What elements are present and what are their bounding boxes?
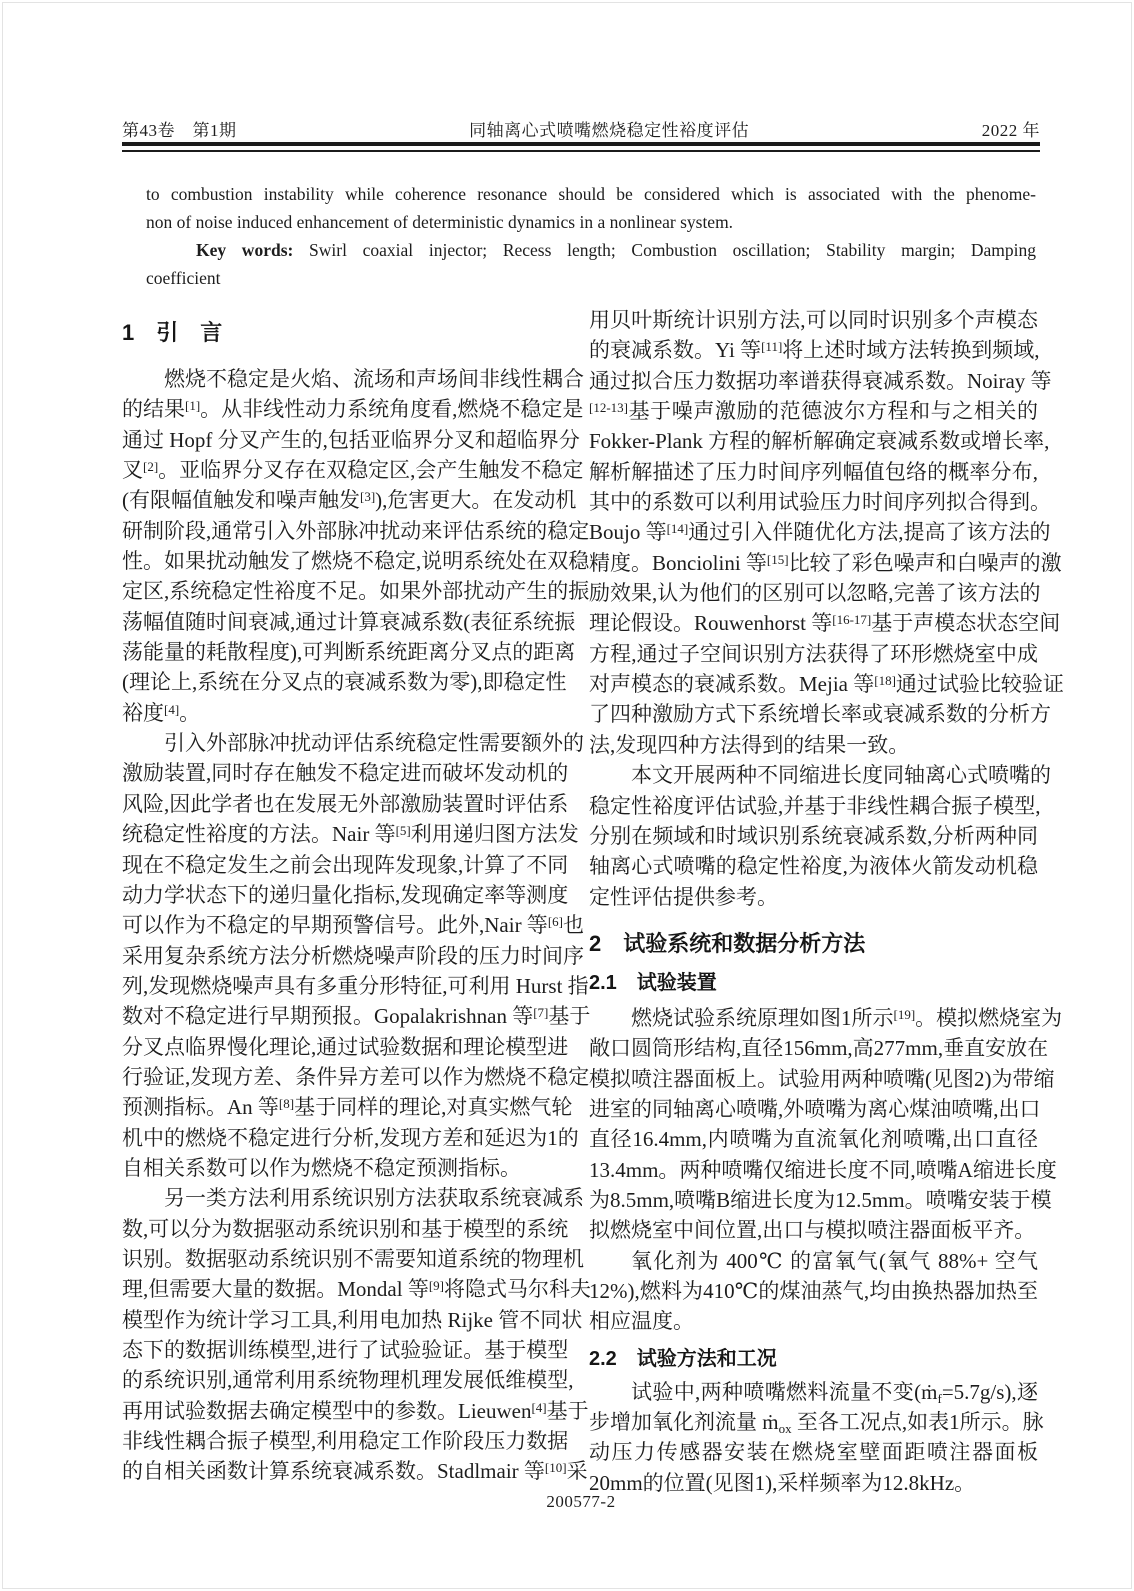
body-text-line: 动力学状态下的递归量化指标,发现确定率等测度 xyxy=(122,882,569,907)
body-text-line: 12%),燃料为410℃的煤油蒸气,均由换热器加热至 xyxy=(589,1278,1038,1303)
body-text-line: 本文开展两种不同缩进长度同轴离心式喷嘴的 xyxy=(631,763,1051,788)
body-text-line: 另一类方法利用系统识别方法获取系统衰减系 xyxy=(164,1186,584,1211)
reference-superscript: [16-17] xyxy=(832,612,872,628)
body-text-line: 通过 Hopf 分叉产生的,包括亚临界分叉和超临界分 xyxy=(122,427,580,452)
body-text-line: 进室的同轴离心喷嘴,外喷嘴为离心煤油喷嘴,出口 xyxy=(589,1096,1041,1121)
header-double-rule xyxy=(122,142,1040,152)
body-text-line: 采用复杂系统方法分析燃烧噪声阶段的压力时间序 xyxy=(122,943,584,968)
body-text-line: 研制阶段,通常引入外部脉冲扰动来评估系统的稳定 xyxy=(122,518,590,543)
body-text-line: 的自相关函数计算系统衰减系数。Stadlmair 等[10]采 xyxy=(122,1459,588,1484)
volume-issue: 第43卷 第1期 xyxy=(122,121,237,140)
body-text-line: Fokker-Plank 方程的解析解确定衰减系数或增长率, xyxy=(589,429,1050,454)
reference-superscript: [2] xyxy=(143,459,159,475)
left-column xyxy=(122,318,591,1487)
body-text-line: 法,发现四种方法得到的结果一致。 xyxy=(589,732,910,757)
body-text-line: 励效果,认为他们的区别可以忽略,完善了该方法的 xyxy=(589,581,1041,606)
abstract-block xyxy=(146,180,1036,292)
body-text-line: 相应温度。 xyxy=(589,1309,694,1334)
body-text-line: 燃烧试验系统原理如图1所示[19]。模拟燃烧室为 xyxy=(631,1005,1063,1030)
body-text-line: 方程,通过子空间识别方法获得了环形燃烧室中成 xyxy=(589,641,1038,666)
body-text-line: 理论假设。Rouwenhorst 等[16-17]基于声模态状态空间 xyxy=(589,611,1061,636)
body-text-line: 试验中,两种喷嘴燃料流量不变(ṁ$_f$=5.7g/s),逐 xyxy=(631,1379,1039,1406)
body-text-line: 定区,系统稳定性裕度不足。如果外部扰动产生的振 xyxy=(122,579,590,604)
body-text-line: 非线性耦合振子模型,利用稳定工作阶段压力数据 xyxy=(122,1429,569,1454)
body-text-line: 用贝叶斯统计识别方法,可以同时识别多个声模态 xyxy=(589,308,1038,332)
body-text-line: 数,可以分为数据驱动系统识别和基于模型的系统 xyxy=(122,1216,569,1241)
subscript: ox xyxy=(778,1421,792,1436)
body-text-line: Boujo 等[14]通过引入伴随优化方法,提高了该方法的 xyxy=(589,520,1051,545)
body-text-line: 行验证,发现方差、条件异方差可以作为燃烧不稳定 xyxy=(122,1064,590,1089)
body-text-line: 定性评估提供参考。 xyxy=(589,884,778,909)
keywords-overflow-line: coefficient xyxy=(146,268,221,288)
subscript: f xyxy=(937,1390,942,1406)
body-text-line: 现在不稳定发生之前会出现阵发现象,计算了不同 xyxy=(122,852,569,877)
reference-superscript: [1] xyxy=(185,398,201,414)
body-text-line: 分别在频域和时域识别系统衰减系数,分析两种同 xyxy=(589,823,1038,848)
body-text-line: 稳定性裕度评估试验,并基于非线性耦合振子模型, xyxy=(589,793,1041,818)
body-text-line: 直径16.4mm,内喷嘴为直流氧化剂喷嘴,出口直径 xyxy=(589,1127,1038,1152)
body-text-line: 为8.5mm,喷嘴B缩进长度为12.5mm。喷嘴安装于模 xyxy=(589,1187,1052,1212)
body-text-line: 13.4mm。两种喷嘴仅缩进长度不同,喷嘴A缩进长度 xyxy=(589,1157,1057,1182)
body-text-line: 燃烧不稳定是火焰、流场和声场间非线性耦合 xyxy=(164,367,584,391)
body-text-line: 模拟喷注器面板上。试验用两种喷嘴(见图2)为带缩 xyxy=(589,1066,1055,1091)
section-heading: 2 试验系统和数据分析方法 xyxy=(589,930,866,956)
reference-superscript: [7] xyxy=(533,1005,549,1021)
reference-superscript: [14] xyxy=(666,521,689,537)
body-text-line: 通过拟合压力数据功率谱获得衰减系数。Noiray 等 xyxy=(589,368,1052,393)
body-text-line: 其中的系数可以利用试验压力时间序列拟合得到。 xyxy=(589,490,1051,515)
keywords-text: Swirl coaxial injector; Recess length; Combustion oscillation; Stability margin; Damping xyxy=(309,240,1037,260)
body-text-line: 风险,因此学者也在发展无外部激励装置时评估系 xyxy=(122,791,569,816)
subsection-heading: 2.1 试验装置 xyxy=(589,971,717,994)
body-text-line: 裕度[4]。 xyxy=(122,700,201,725)
section-heading: 1 引 言 xyxy=(122,320,223,345)
body-text-line: 荡幅值随时间衰减,通过计算衰减系数(表征系统振 xyxy=(122,609,576,634)
body-text-line: 解析解描述了压力时间序列幅值包络的概率分布, xyxy=(589,459,1038,484)
body-text-line: 分叉点临界慢化理论,通过试验数据和理论模型进 xyxy=(122,1034,569,1059)
reference-superscript: [11] xyxy=(761,339,783,355)
body-text-line: 模型作为统计学习工具,利用电加热 Rijke 管不同状 xyxy=(122,1307,583,1332)
keywords-label: Key words: xyxy=(196,240,294,260)
body-text-line: 动压力传感器安装在燃烧室壁面距喷注器面板 xyxy=(589,1440,1038,1465)
body-text-line: [12-13]基于噪声激励的范德波尔方程和与之相关的 xyxy=(589,399,1038,424)
body-text-line: (理论上,系统在分叉点的衰减系数为零),即稳定性 xyxy=(122,670,567,695)
body-text-line: 步增加氧化剂流量 ṁ$_{ox}$ 至各工况点,如表1所示。脉 xyxy=(589,1410,1044,1436)
body-text-line: 再用试验数据去确定模型中的参数。Lieuwen[4]基于 xyxy=(122,1398,589,1423)
reference-superscript: [15] xyxy=(766,551,789,567)
running-title: 同轴离心式喷嘴燃烧稳定性裕度评估 xyxy=(469,121,750,140)
body-text-line: 列,发现燃烧噪声具有多重分形特征,可利用 Hurst 指 xyxy=(122,973,589,998)
body-text-line: (有限幅值触发和噪声触发[3]),危害更大。在发动机 xyxy=(122,488,577,513)
reference-superscript: [10] xyxy=(544,1460,567,1476)
body-text-line: 识别。数据驱动系统识别不需要知道系统的物理机 xyxy=(122,1246,584,1271)
body-text-line: 叉[2]。亚临界分叉存在双稳定区,会产生触发不稳定 xyxy=(122,458,584,483)
keywords-line xyxy=(146,236,1036,264)
body-text-line: 机中的燃烧不稳定进行分析,发现方差和延迟为1的 xyxy=(122,1125,579,1150)
body-text-line: 敞口圆筒形结构,直径156mm,高277mm,垂直安放在 xyxy=(589,1036,1049,1061)
body-text-line: 统稳定性裕度的方法。Nair 等[5]利用递归图方法发 xyxy=(122,822,579,847)
reference-superscript: [5] xyxy=(395,823,411,839)
right-column xyxy=(589,305,1064,1498)
journal-header xyxy=(122,116,1040,141)
body-text-line: 理,但需要大量的数据。Mondal 等[9]将隐式马尔科夫 xyxy=(122,1277,591,1302)
year: 2022 年 xyxy=(981,121,1040,140)
body-text-line: 轴离心式喷嘴的稳定性裕度,为液体火箭发动机稳 xyxy=(589,854,1038,879)
reference-superscript: [18] xyxy=(874,673,896,689)
subsection-heading: 2.2 试验方法和工况 xyxy=(589,1347,777,1370)
body-text-line: 数对不稳定进行早期预报。Gopalakrishnan 等[7]基于 xyxy=(122,1004,591,1029)
body-text-line: 荡能量的耗散程度),可判断系统距离分叉点的距离 xyxy=(122,640,576,665)
body-text-line: 精度。Bonciolini 等[15]比较了彩色噪声和白噪声的激 xyxy=(589,550,1062,575)
page-footer: 200577-2 xyxy=(546,1492,616,1511)
body-text-line: 20mm的位置(见图1),采样频率为12.8kHz。 xyxy=(589,1470,976,1495)
body-text-line: 自相关系数可以作为燃烧不稳定预测指标。 xyxy=(122,1155,521,1180)
reference-superscript: [6] xyxy=(547,914,563,930)
reference-superscript: [8] xyxy=(278,1096,295,1112)
abstract-line: to combustion instability while coherence resonance should be considered which is associated with the phenome- xyxy=(146,184,1036,204)
reference-superscript: [3] xyxy=(360,489,376,505)
reference-superscript: [4] xyxy=(164,701,180,717)
body-text-line: 态下的数据训练模型,进行了试验验证。基于模型 xyxy=(122,1338,569,1362)
body-text-line: 了四种激励方式下系统增长率或衰减系数的分析方 xyxy=(589,702,1051,727)
body-text-line: 氧化剂为 400℃ 的富氧气(氧气 88%+ 空气 xyxy=(631,1248,1038,1273)
abstract-line: non of noise induced enhancement of deterministic dynamics in a nonlinear system. xyxy=(146,212,734,232)
body-text-line: 预测指标。An 等[8]基于同样的理论,对真实燃气轮 xyxy=(122,1095,573,1120)
body-text-line: 性。如果扰动触发了燃烧不稳定,说明系统处在双稳 xyxy=(122,549,590,574)
reference-superscript: [4] xyxy=(531,1399,547,1415)
body-text-line: 对声模态的衰减系数。Mejia 等[18]通过试验比较验证 xyxy=(589,672,1064,697)
body-text-line: 引入外部脉冲扰动评估系统稳定性需要额外的 xyxy=(164,731,584,756)
reference-superscript: [12-13] xyxy=(589,400,628,416)
reference-superscript: [19] xyxy=(893,1006,916,1022)
body-text-line: 拟燃烧室中间位置,出口与模拟喷注器面板平齐。 xyxy=(589,1218,1036,1243)
reference-superscript: [9] xyxy=(428,1278,444,1294)
body-text-line: 的系统识别,通常利用系统物理机理发展低维模型, xyxy=(122,1368,574,1393)
body-text-line: 可以作为不稳定的早期预警信号。此外,Nair 等[6]也 xyxy=(122,913,584,938)
body-text-line: 的衰减系数。Yi 等[11]将上述时域方法转换到频域, xyxy=(589,338,1040,363)
body-text-line: 的结果[1]。从非线性动力系统角度看,燃烧不稳定是 xyxy=(122,397,584,422)
body-text-line: 激励装置,同时存在触发不稳定进而破坏发动机的 xyxy=(122,761,569,786)
